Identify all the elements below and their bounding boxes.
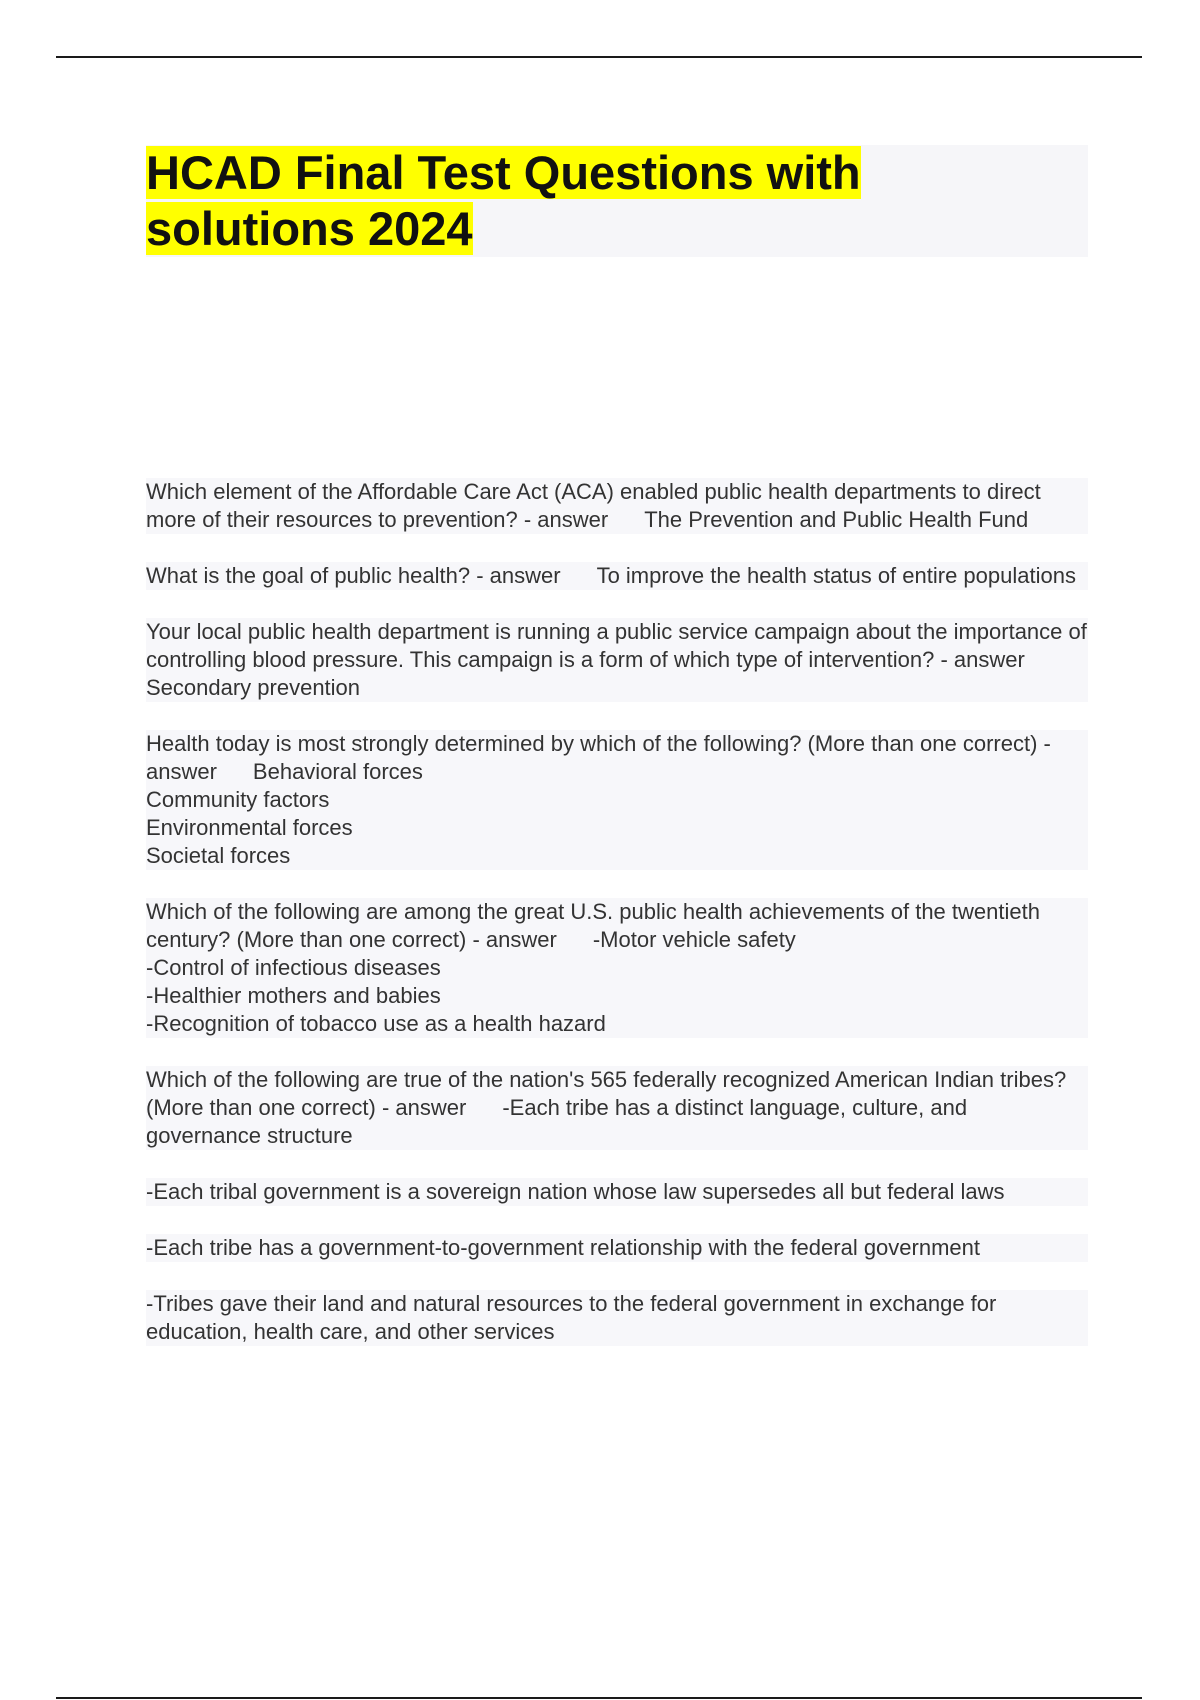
question-text: What is the goal of public health? - answer — [146, 563, 561, 588]
qa-item — [146, 478, 1088, 534]
answer-extra: -Control of infectious diseases — [146, 955, 441, 980]
qa-item — [146, 562, 1088, 590]
answer-extra: Societal forces — [146, 843, 291, 868]
qa-item — [146, 618, 1088, 702]
qa-content — [146, 478, 1088, 1374]
answer-extra: Community factors — [146, 787, 330, 812]
answer-text: To improve the health status of entire populations — [596, 563, 1076, 588]
question-text: Health today is most strongly determined by which of the following? (More than one correct) - answer — [146, 731, 1051, 784]
answer-paragraph: -Tribes gave their land and natural resources to the federal government in exchange for education, health care, and other services — [146, 1290, 1088, 1346]
answer-text: Secondary prevention — [146, 675, 361, 700]
question-text: Your local public health department is running a public service campaign about the importance of controlling blood pressure. This campaign is a form of which type of intervention? - answer — [146, 619, 1087, 672]
question-text: Which of the following are true of the nation's 565 federally recognized American Indian tribes? (More than one correct) - answer — [146, 1067, 1067, 1120]
question-text: Which element of the Affordable Care Act (ACA) enabled public health departments to direct more of their resources to prevention? - answer — [146, 479, 1041, 532]
title-line-1: HCAD Final Test Questions with — [146, 146, 861, 199]
answer-paragraph: -Each tribe has a government-to-government relationship with the federal government — [146, 1234, 1088, 1262]
answer-text: The Prevention and Public Health Fund — [644, 507, 1029, 532]
title-block — [146, 145, 1088, 257]
answer-text: Behavioral forces — [252, 759, 423, 784]
answer-text: -Each tribe has a distinct language, culture, and governance structure — [146, 1095, 968, 1148]
answer-extra: Environmental forces — [146, 815, 353, 840]
answer-text: -Motor vehicle safety — [592, 927, 796, 952]
bottom-rule — [56, 1697, 1142, 1699]
qa-item — [146, 898, 1088, 1038]
page-title — [146, 145, 1088, 257]
question-text: Which of the following are among the great U.S. public health achievements of the twentieth century? (More than one correct) - answer — [146, 899, 1040, 952]
answer-paragraph: -Each tribal government is a sovereign nation whose law supersedes all but federal laws — [146, 1178, 1088, 1206]
title-line-2: solutions 2024 — [146, 202, 473, 255]
answer-extra: -Healthier mothers and babies — [146, 983, 441, 1008]
answer-extra: -Recognition of tobacco use as a health hazard — [146, 1011, 606, 1036]
top-rule — [56, 56, 1142, 58]
qa-item — [146, 730, 1088, 870]
qa-item — [146, 1066, 1088, 1150]
